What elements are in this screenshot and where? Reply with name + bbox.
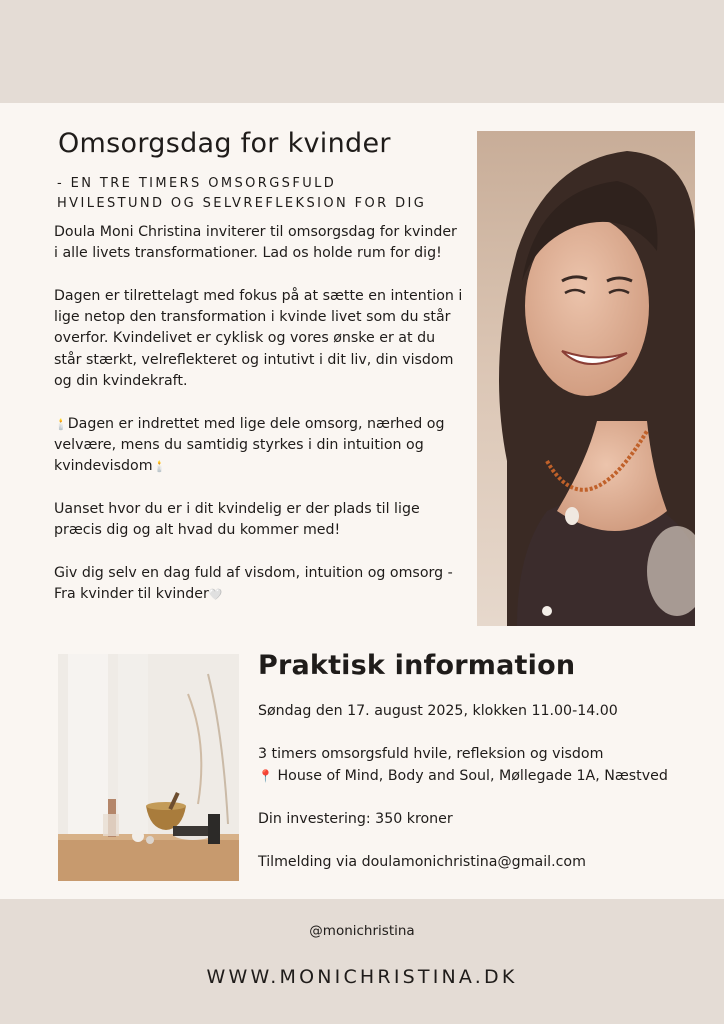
- event-date: Søndag den 17. august 2025, klokken 11.00-14.00: [258, 703, 618, 719]
- bottom-band: [0, 899, 724, 1024]
- event-description: 3 timers omsorgsfuld hvile, refleksion og visdom: [258, 746, 604, 763]
- white-heart-icon: 🤍: [208, 588, 223, 602]
- portrait-illustration: [477, 131, 695, 626]
- subtitle: [57, 174, 462, 214]
- event-signup: Tilmelding via doulamonichristina@gmail.com: [258, 854, 586, 871]
- paragraph-closing: [54, 563, 464, 606]
- candle-icon: 🕯️: [54, 417, 68, 431]
- portrait-photo: [477, 131, 695, 626]
- still-life-illustration: [58, 654, 239, 881]
- event-location-text: House of Mind, Body and Soul, Møllegade 1A, Næstved: [277, 767, 668, 784]
- social-handle: @monichristina: [309, 923, 415, 939]
- event-location: [258, 766, 708, 788]
- event-price: Din investering: 350 kroner: [258, 810, 453, 827]
- paragraph-care: [54, 414, 464, 478]
- paragraph-intention: Dagen er tilrettelagt med fokus på at sætte en intention i lige netop den transformation i kvinde livet som du står overfor. Kvindelivet er cyklisk og vores ønske er at du står stærkt, velreflekteret og intutivt i dit liv, din visdom og din kvindekraft.: [54, 287, 463, 390]
- still-life-photo: [58, 654, 239, 881]
- subtitle-line-1: - EN TRE TIMERS OMSORGSFULD: [57, 176, 337, 191]
- paragraph-care-text: Dagen er indrettet med lige dele omsorg, nærhed og velvære, mens du samtidig styrkes i din intuition og kvindevisdom: [54, 415, 445, 475]
- top-band: [0, 0, 724, 103]
- paragraph-invitation: Doula Moni Christina inviterer til omsorgsdag for kvinder i alle livets transformationer. Lad os holde rum for dig!: [54, 224, 457, 262]
- page-title: Omsorgsdag for kvinder: [58, 128, 391, 159]
- intro-text: [54, 222, 464, 605]
- practical-info: [258, 701, 708, 874]
- round-pushpin-icon: 📍: [258, 768, 273, 783]
- subtitle-line-2: HVILESTUND OG SELVREFLEKSION FOR DIG: [57, 196, 427, 211]
- website-url: WWW.MONICHRISTINA.DK: [206, 966, 518, 988]
- candle-icon: 🕯️: [152, 460, 167, 474]
- paragraph-welcome: Uanset hvor du er i dit kvindelig er der plads til lige præcis dig og alt hvad du kommer med!: [54, 500, 420, 539]
- paragraph-closing-text: Giv dig selv en dag fuld af visdom, intuition og omsorg - Fra kvinder til kvinder: [54, 564, 453, 603]
- practical-info-title: Praktisk information: [258, 650, 576, 681]
